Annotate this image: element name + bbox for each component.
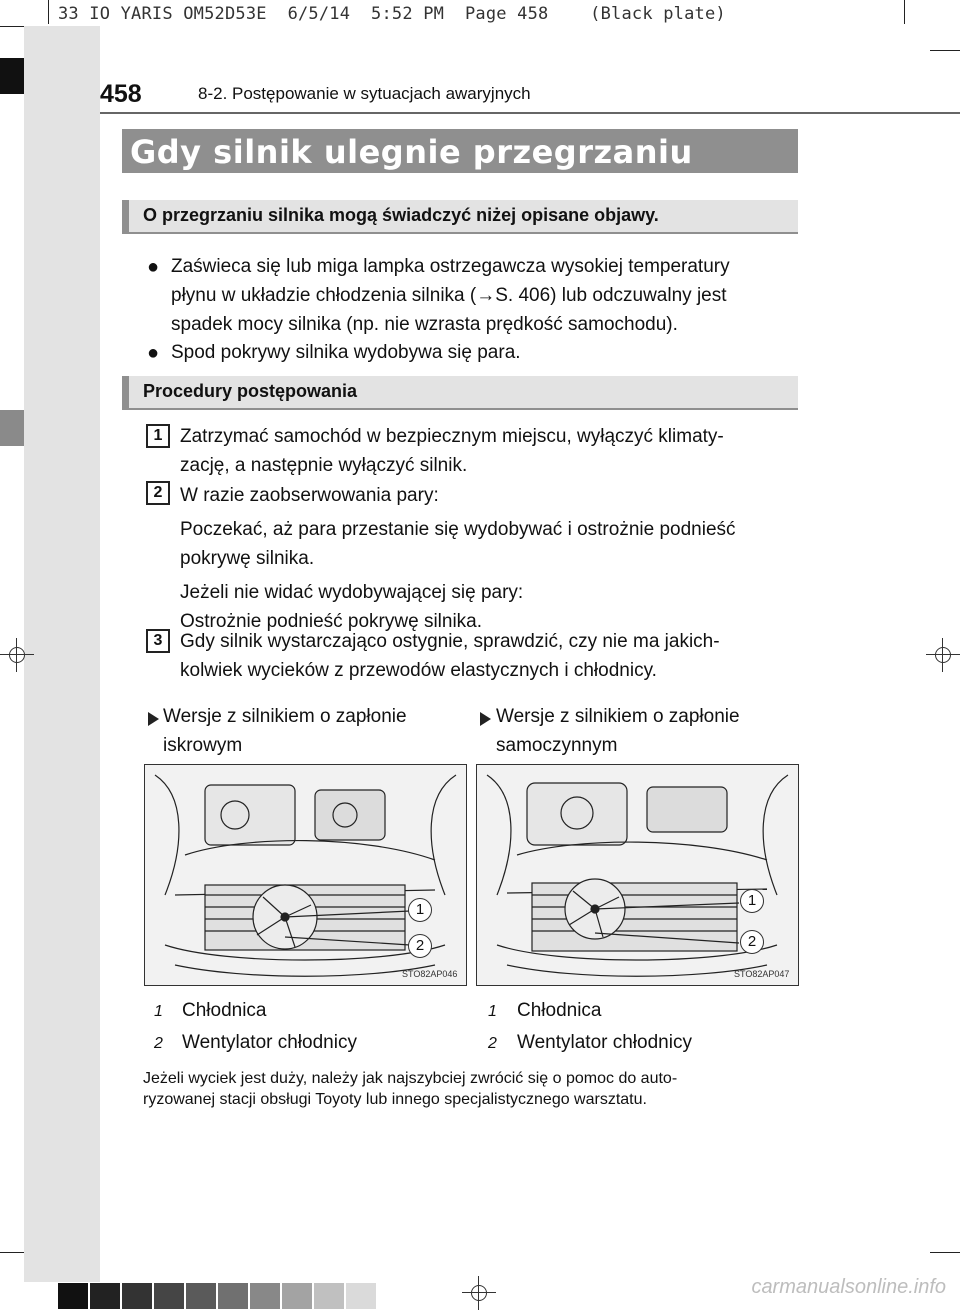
color-swatch [218,1283,248,1309]
crop-mark [0,1252,24,1253]
symptom-line: Spod pokrywy silnika wydobywa się para. [171,342,521,363]
crop-mark [48,0,49,24]
symptom-item [171,338,798,367]
caption-line: Wersje z silnikiem o zapłonie [496,706,740,727]
color-swatch [250,1283,280,1309]
side-band [24,26,100,1282]
step-line: W razie zaobserwowania pary: [180,485,439,506]
color-swatch [90,1283,120,1309]
legend-number: 1 [488,1003,497,1020]
step-line: zację, a następnie wyłączyć silnik. [180,455,468,476]
step-line: Poczekać, aż para przestanie się wydobywać i ostrożnie podnieść [180,519,736,540]
callout-badge: 1 [740,889,764,913]
step-number-badge: 2 [146,481,170,505]
registration-mark-icon [0,638,34,672]
color-swatch [282,1283,312,1309]
caption-line: iskrowym [163,735,243,756]
step-number-badge: 3 [146,629,170,653]
bullet-icon: ● [147,342,160,364]
triangle-bullet-icon [480,712,491,726]
crop-mark [930,50,960,51]
crop-mark [904,0,905,24]
color-swatch [122,1283,152,1309]
header-rule [100,112,960,114]
color-swatch [186,1283,216,1309]
figure-caption [496,702,796,760]
watermark: carmanualsonline.info [751,1276,946,1298]
crop-mark [930,1252,960,1253]
symptom-line: spadek mocy silnika (np. nie wzrasta prędkość samochodu). [171,314,678,335]
note-line: Jeżeli wyciek jest duży, należy jak najszybciej zwrócić się o pomoc do auto- [143,1070,678,1087]
symptom-line: płynu w układzie chłodzenia silnika (→S. 406) lub odczuwalny jest [171,285,727,306]
legend-label: Wentylator chłodnicy [182,1032,357,1053]
callout-badge: 1 [408,898,432,922]
figure-code: STO82AP047 [734,969,790,979]
step-line: Jeżeli nie widać wydobywającej się pary: [180,582,524,603]
symptom-line: Zaświeca się lub miga lampka ostrzegawcza wysokiej temperatury [171,256,730,277]
color-swatch [154,1283,184,1309]
step-line: Zatrzymać samochód w bezpiecznym miejscu, wyłączyć klimaty- [180,426,724,447]
legend-label: Chłodnica [517,1000,602,1021]
figure-caption [163,702,463,760]
procedure-step [180,627,798,685]
procedure-step [180,481,798,636]
color-swatch [346,1283,376,1309]
step-line: Gdy silnik wystarczająco ostygnie, sprawdzić, czy nie ma jakich- [180,631,720,652]
bullet-icon: ● [147,256,160,278]
callout-badge: 2 [408,934,432,958]
triangle-bullet-icon [148,712,159,726]
legend-label: Chłodnica [182,1000,267,1021]
step-number-badge: 1 [146,424,170,448]
chapter-tab-marker [0,410,24,446]
symptom-item [171,252,798,339]
step-line: pokrywę silnika. [180,548,315,569]
caption-line: samoczynnym [496,735,618,756]
chapter-tab-marker [0,58,24,94]
printer-header: 33 IO YARIS OM52D53E 6/5/14 5:52 PM Page 458 (Black plate) [58,4,726,24]
note-line: ryzowanej stacji obsługi Toyoty lub innego specjalistycznego warsztatu. [143,1091,647,1108]
section-heading: Procedury postępowania [143,381,358,401]
note-paragraph [143,1068,798,1110]
legend-label: Wentylator chłodnicy [517,1032,692,1053]
registration-mark-icon [462,1276,496,1310]
legend-number: 2 [154,1035,163,1052]
page-title: Gdy silnik ulegnie przegrzaniu [130,133,693,171]
legend-number: 2 [488,1035,497,1052]
caption-line: Wersje z silnikiem o zapłonie [163,706,407,727]
color-swatch [58,1283,88,1309]
crop-mark [0,26,24,27]
color-swatch [314,1283,344,1309]
legend-number: 1 [154,1003,163,1020]
procedure-step [180,422,798,480]
registration-mark-icon [926,638,960,672]
running-header: 8-2. Postępowanie w sytuacjach awaryjnych [198,84,531,103]
figure-code: STO82AP046 [402,969,458,979]
callout-badge: 2 [740,930,764,954]
section-heading: O przegrzaniu silnika mogą świadczyć niżej opisane objawy. [143,205,659,225]
step-line: kolwiek wycieków z przewodów elastycznych i chłodnicy. [180,660,657,681]
step-line: Ostrożnie podnieść pokrywę silnika. [180,611,483,632]
page-number: 458 [100,80,142,108]
